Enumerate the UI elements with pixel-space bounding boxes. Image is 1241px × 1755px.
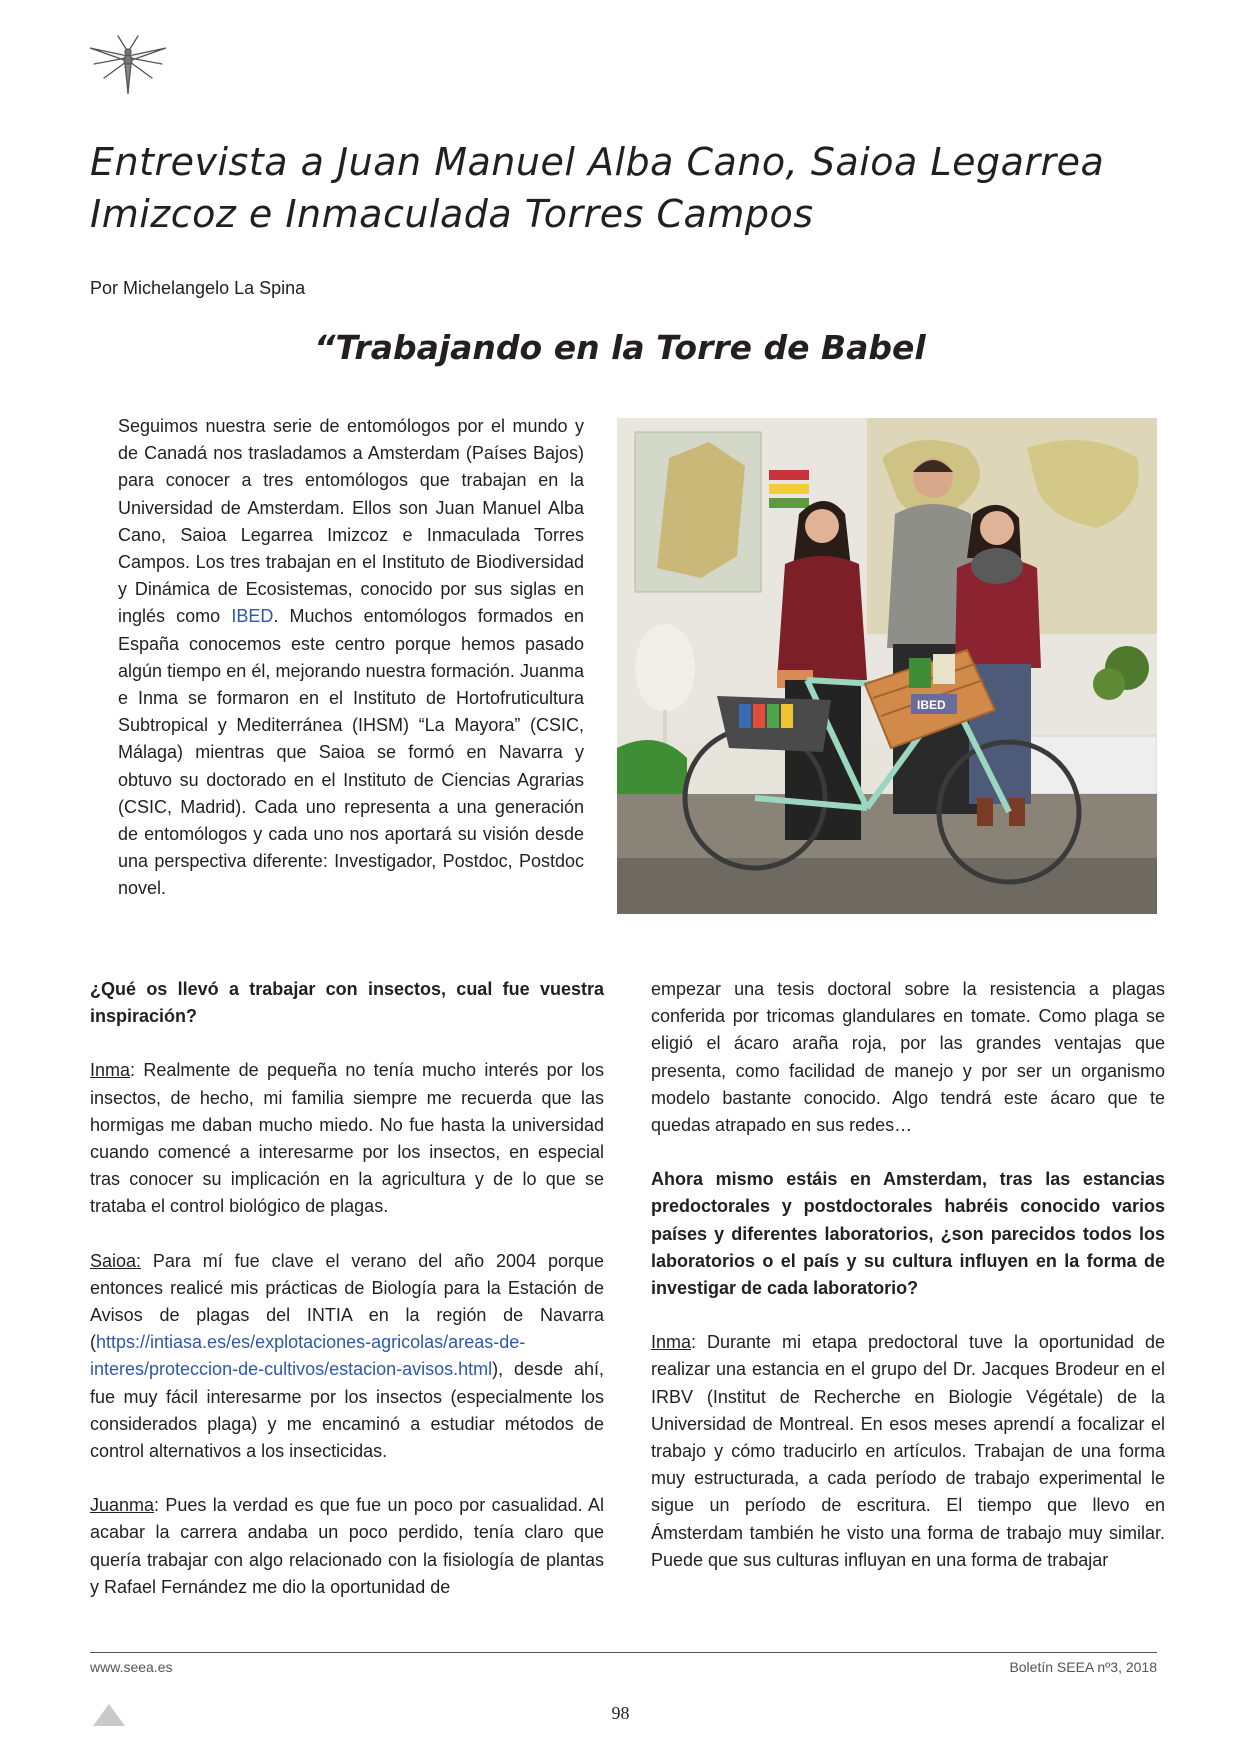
byline: Por Michelangelo La Spina — [90, 278, 306, 298]
answer-inma-2: Inma: Durante mi etapa predoctoral tuve la oportunidad de realizar una estancia en el grupo del Dr. Jacques Brodeur en el IRBV (Institut de Recherche en Biologie Végétale) de la Universidad de Montreal. En esos meses aprendí a focalizar el trabajo y cómo traducirlo en artículos. Trabajan de una forma muy estructurada, a cada período de trabajo experimental le sigue un período de escritura. El tiempo que llevo en Ámsterdam también he visto una forma de trabajo muy similar. Puede que sus culturas influyan en una forma de trabajar — [651, 1332, 1165, 1570]
photo-three-researchers-with-bicycle — [617, 418, 1157, 914]
answer-saioa-1: Saioa: Para mí fue clave el verano del año 2004 porque entonces realicé mis prácticas de Biología para la Estación de Avisos de plagas del INTIA en la región de Navarra (https://intiasa.es/es/explotaciones-agricolas/areas-de-interes/proteccion-de-cultivos/estacion-avisos.html), desde ahí, fue muy fácil interesarme por los insectos (especialmente los considerados plaga) y me encaminó a estudiar métodos de control alternativos a los insecticidas. — [90, 1250, 604, 1462]
answer-juanma-1: Juanma: Pues la verdad es que fue un poco por casualidad. Al acabar la carrera andaba un poco perdido, tenía claro que quería trabajar con algo relacionado con la fisiología de plantas y Rafael Fernández me dio la oportunidad de — [90, 1495, 604, 1597]
speaker-inma: Inma — [651, 1332, 692, 1353]
footer-issue: Boletín SEEA nº3, 2018 — [1009, 1659, 1157, 1675]
answer-inma-1: Inma: Realmente de pequeña no tenía mucho interés por los insectos, de hecho, mi familia siempre me recuerda que las hormigas me daban mucho miedo. No fue hasta la universidad cuando comencé a interesarme por los insectos, en especial tras conocer su implicación en la agricultura y de lo que se trataba el control biológico de plagas. — [90, 1060, 604, 1217]
speaker-inma: Inma — [90, 1060, 131, 1081]
article-subtitle: “Trabajando en la Torre de Babel — [314, 328, 926, 367]
question-1: ¿Qué os llevó a trabajar con insectos, cual fue vuestra inspiración? — [90, 979, 604, 1027]
intro-paragraph: Seguimos nuestra serie de entomólogos por el mundo y de Canadá nos trasladamos a Amsterdam (Países Bajos) para conocer a tres entomólogos que trabajan en la Universidad de Amsterdam. Ellos son Juan Manuel Alba Cano, Saioa Legarrea Imizcoz e Inmaculada Torres Campos. Los tres trabajan en el Instituto de Biodiversidad y Dinámica de Ecosistemas, conocido por sus siglas en inglés como IBED. Muchos entomólogos formados en España conocemos este centro porque hemos pasado algún tiempo en él, mejorando nuestra formación. Juanma e Inma se formaron en el Instituto de Hortofruticultura Subtropical y Mediterránea (IHSM) “La Mayora” (CSIC, Málaga) mientras que Saioa se formó en Navarra y obtuvo su doctorado en el Instituto de Ciencias Agrarias (CSIC, Madrid). Cada uno representa a una generación de entomólogos y cada uno nos aportará su visión desde una perspectiva diferente: Investigador, Postdoc, Postdoc novel. — [118, 416, 584, 899]
right-column — [651, 976, 1165, 1601]
speaker-juanma: Juanma — [90, 1495, 155, 1516]
page-number: 98 — [611, 1703, 630, 1723]
ibed-link[interactable]: IBED — [231, 606, 274, 627]
answer-juanma-continued: empezar una tesis doctoral sobre la resistencia a plagas conferida por tricomas glandulares en tomate. Como plaga se eligió el ácaro araña roja, por las grandes ventajas que presenta, como facilidad de manejo y por ser un organismo modelo bastante conocido. Algo tendrá este ácaro que te quedas atrapado en sus redes… — [651, 979, 1165, 1136]
intia-link[interactable]: https://intiasa.es/es/explotaciones-agricolas/areas-de-interes/proteccion-de-cultivos/estacion-avisos.html — [90, 1332, 526, 1380]
left-column — [90, 976, 604, 1628]
footer-divider — [90, 1652, 1157, 1653]
crate-label: IBED — [917, 698, 946, 712]
article-title: Entrevista a Juan Manuel Alba Cano, Saioa Legarrea Imizcoz e Inmaculada Torres Campos — [90, 140, 1105, 236]
footer-website: www.seea.es — [90, 1659, 173, 1675]
speaker-saioa: Saioa: — [90, 1250, 142, 1271]
mosquito-insect-icon — [84, 34, 172, 96]
question-2: Ahora mismo estáis en Amsterdam, tras las estancias predoctorales y postdoctorales habréis conocido varios países y diferentes laboratorios, ¿son parecidos todos los laboratorios o el país y su cultura influyen en la forma de investigar de cada laboratorio? — [651, 1169, 1165, 1299]
